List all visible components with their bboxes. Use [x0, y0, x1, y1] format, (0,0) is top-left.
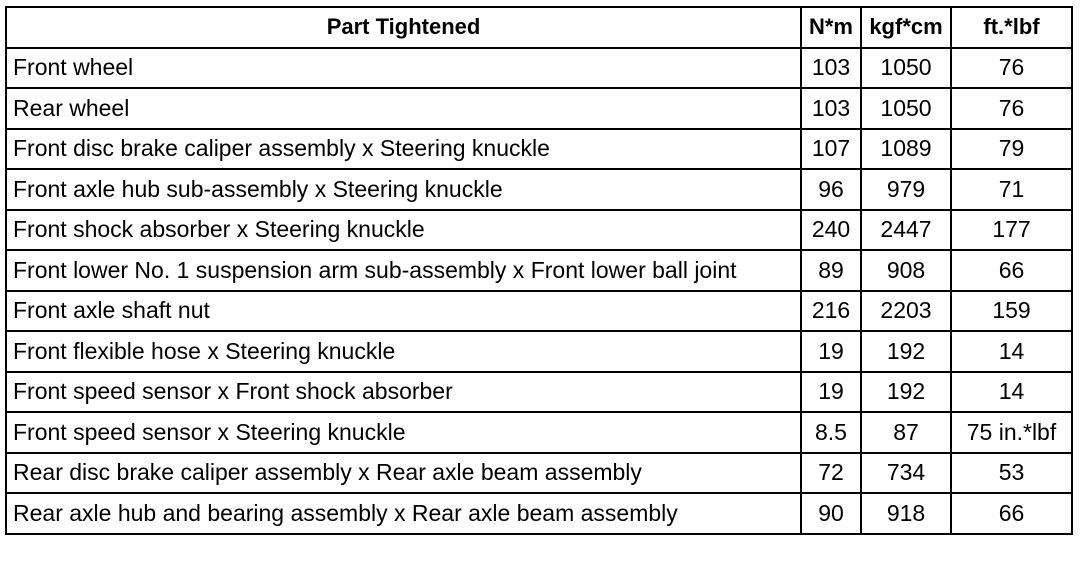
cell-part-tightened: Front speed sensor x Front shock absorber	[6, 372, 801, 413]
cell-ftlbf: 14	[951, 372, 1072, 413]
cell-part-tightened: Front lower No. 1 suspension arm sub-assembly x Front lower ball joint	[6, 250, 801, 291]
cell-kgfcm: 2447	[861, 210, 951, 251]
cell-nm: 96	[801, 169, 861, 210]
cell-ftlbf: 66	[951, 493, 1072, 534]
cell-ftlbf: 66	[951, 250, 1072, 291]
cell-part-tightened: Front axle shaft nut	[6, 291, 801, 332]
cell-nm: 19	[801, 372, 861, 413]
cell-kgfcm: 908	[861, 250, 951, 291]
cell-kgfcm: 918	[861, 493, 951, 534]
cell-nm: 240	[801, 210, 861, 251]
cell-part-tightened: Front wheel	[6, 48, 801, 89]
cell-ftlbf: 79	[951, 129, 1072, 170]
cell-ftlbf: 76	[951, 48, 1072, 89]
cell-ftlbf: 71	[951, 169, 1072, 210]
cell-kgfcm: 1050	[861, 88, 951, 129]
table-row	[6, 48, 1072, 89]
cell-kgfcm: 979	[861, 169, 951, 210]
cell-part-tightened: Front disc brake caliper assembly x Steering knuckle	[6, 129, 801, 170]
table-row	[6, 412, 1072, 453]
torque-specification-table	[5, 6, 1073, 535]
cell-part-tightened: Rear disc brake caliper assembly x Rear axle beam assembly	[6, 453, 801, 494]
table-row	[6, 372, 1072, 413]
cell-part-tightened: Front axle hub sub-assembly x Steering knuckle	[6, 169, 801, 210]
cell-kgfcm: 192	[861, 331, 951, 372]
cell-nm: 72	[801, 453, 861, 494]
header-part-tightened: Part Tightened	[6, 7, 801, 48]
cell-nm: 89	[801, 250, 861, 291]
cell-nm: 8.5	[801, 412, 861, 453]
table-row	[6, 493, 1072, 534]
table-row	[6, 331, 1072, 372]
cell-nm: 107	[801, 129, 861, 170]
cell-kgfcm: 192	[861, 372, 951, 413]
table-body	[6, 48, 1072, 534]
table-row	[6, 129, 1072, 170]
table-header-row	[6, 7, 1072, 48]
cell-part-tightened: Rear wheel	[6, 88, 801, 129]
cell-part-tightened: Front shock absorber x Steering knuckle	[6, 210, 801, 251]
cell-kgfcm: 87	[861, 412, 951, 453]
table-row	[6, 250, 1072, 291]
cell-kgfcm: 1089	[861, 129, 951, 170]
cell-ftlbf: 159	[951, 291, 1072, 332]
cell-nm: 103	[801, 48, 861, 89]
cell-part-tightened: Rear axle hub and bearing assembly x Rear axle beam assembly	[6, 493, 801, 534]
cell-ftlbf: 76	[951, 88, 1072, 129]
cell-part-tightened: Front flexible hose x Steering knuckle	[6, 331, 801, 372]
table-row	[6, 453, 1072, 494]
cell-kgfcm: 1050	[861, 48, 951, 89]
table-row	[6, 210, 1072, 251]
cell-nm: 19	[801, 331, 861, 372]
cell-ftlbf: 14	[951, 331, 1072, 372]
cell-nm: 216	[801, 291, 861, 332]
cell-ftlbf: 177	[951, 210, 1072, 251]
cell-nm: 90	[801, 493, 861, 534]
cell-ftlbf: 53	[951, 453, 1072, 494]
cell-kgfcm: 734	[861, 453, 951, 494]
cell-part-tightened: Front speed sensor x Steering knuckle	[6, 412, 801, 453]
cell-nm: 103	[801, 88, 861, 129]
header-ftlbf: ft.*lbf	[951, 7, 1072, 48]
header-nm: N*m	[801, 7, 861, 48]
table-row	[6, 88, 1072, 129]
cell-ftlbf: 75 in.*lbf	[951, 412, 1072, 453]
header-kgfcm: kgf*cm	[861, 7, 951, 48]
table-row	[6, 291, 1072, 332]
table-row	[6, 169, 1072, 210]
cell-kgfcm: 2203	[861, 291, 951, 332]
